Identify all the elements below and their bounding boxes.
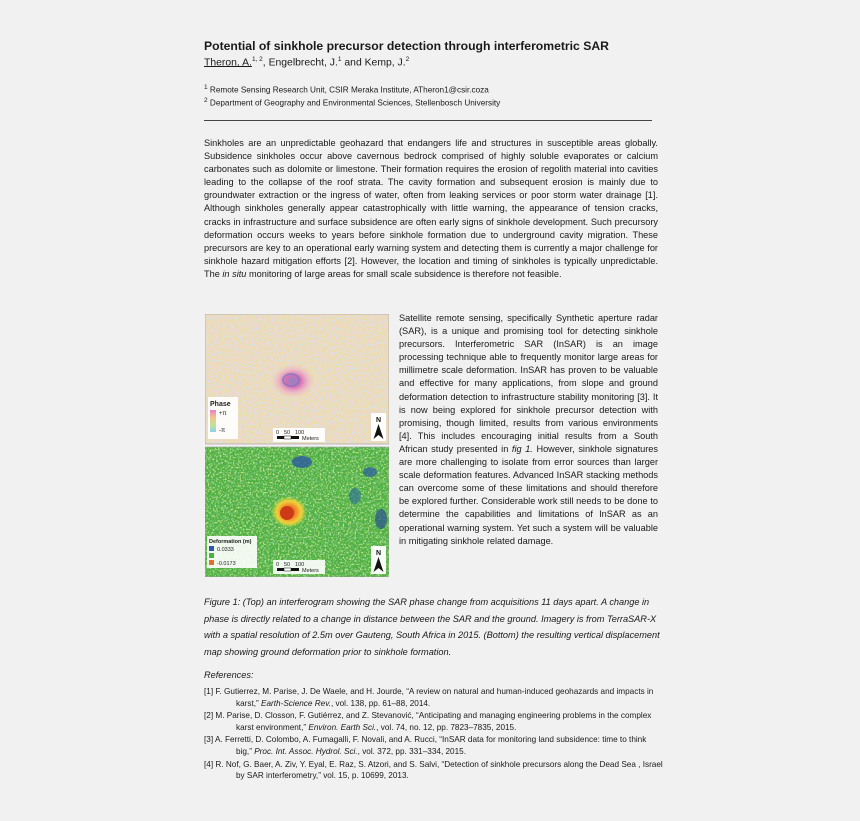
body-column-emphasis: fig 1. bbox=[511, 443, 533, 454]
north-label-bottom: N bbox=[376, 550, 382, 557]
author-list bbox=[204, 56, 409, 68]
north-label-top: N bbox=[376, 417, 382, 424]
intro-paragraph bbox=[204, 137, 658, 281]
interferogram-panel bbox=[205, 314, 389, 444]
author-second-sup: 1 bbox=[337, 56, 342, 63]
reference-item bbox=[204, 710, 664, 733]
reference-text: F. Gutierrez, M. Parise, J. De Waele, and H. Jourde, “A review on natural and human-induced geohazards and impacts in karst,” bbox=[215, 687, 654, 708]
intro-emphasis: in situ bbox=[222, 268, 247, 279]
intro-tail: monitoring of large areas for small scale subsidence is therefore not feasible. bbox=[246, 268, 562, 279]
author-third-sup: 2 bbox=[405, 56, 410, 63]
reference-item bbox=[204, 759, 664, 782]
affiliation-1-sup: 1 bbox=[204, 84, 208, 91]
affiliation-2-sup: 2 bbox=[204, 97, 208, 104]
reference-details: , vol. 138, pp. 61–88, 2014. bbox=[330, 698, 431, 708]
reference-text: R. Nof, G. Baer, A. Ziv, Y. Eyal, E. Raz, S. Atzori, and S. Salvi, “Detection of sinkhole precursors along the Dead Sea , Israel by SAR interferometry,” vol. 15, p. 10699, 2013. bbox=[215, 759, 663, 781]
reference-number: [2] bbox=[204, 711, 214, 721]
header-rule bbox=[204, 120, 652, 121]
reference-journal: Proc. Int. Assoc. Hydrol. Sci. bbox=[254, 746, 358, 756]
reference-item bbox=[204, 734, 664, 757]
reference-details: , vol. 74, no. 12, pp. 7823–7835, 2015. bbox=[376, 722, 517, 732]
reference-journal: Earth-Science Rev. bbox=[261, 698, 331, 708]
scale-unit-bottom: Meters bbox=[302, 568, 319, 574]
reference-text: M. Parise, D. Closson, F. Gutiérrez, and Z. Stevanović, “Anticipating and managing engineering problems in the complex karst environment,” bbox=[215, 711, 652, 732]
phase-legend-max: +π bbox=[219, 411, 227, 417]
affiliation-1 bbox=[204, 84, 489, 95]
author-first-sup: 1, 2 bbox=[251, 56, 263, 63]
references-heading: References: bbox=[204, 670, 254, 680]
reference-journal: Environ. Earth Sci. bbox=[308, 722, 377, 732]
reference-text: A. Ferretti, D. Colombo, A. Fumagalli, F. Novali, and A. Rucci, “InSAR data for monitoring land subsidence: time to think big,” bbox=[214, 735, 647, 756]
author-second: , Engelbrecht, J. bbox=[262, 57, 338, 69]
deformation-legend-max: 0.0333 bbox=[217, 547, 234, 553]
scale-tick-50-top: 50 bbox=[284, 430, 291, 436]
phase-legend-ramp bbox=[210, 410, 216, 432]
figure-caption: Figure 1: (Top) an interferogram showing the SAR phase change from acquisitions 11 days apart. A change in phase is directly related to a change in distance between the SAR and the ground. Imagery is from TerraSAR-X with a spatial resolution of 2.5m over Gauteng, South Africa in 2015. (Bottom) the resulting vertical displacement map showing ground deformation prior to sinkhole formation. bbox=[204, 597, 660, 657]
reference-number: [1] bbox=[204, 687, 214, 696]
reference-details: , vol. 372, pp. 331–334, 2015. bbox=[357, 746, 466, 756]
deformation-legend-low-swatch bbox=[209, 560, 214, 565]
body-column-tail: However, sinkhole signatures are more challenging to isolate from error sources than larger scale deformation features. Advanced InSAR stacking methods can overcome some of these limitations and should therefore be explored further. Considerable work still needs to be done to determine the capabilities and limitations of InSAR as an operational warning system. Yet such a system will be valuable in mitigating sinkhole related damage. bbox=[399, 443, 658, 546]
affiliation-2-text: Department of Geography and Environmental Sciences, Stellenbosch University bbox=[209, 98, 501, 108]
author-first: Theron, A. bbox=[204, 57, 252, 69]
scale-tick-0-bottom: 0 bbox=[276, 562, 280, 568]
scale-tick-0-top: 0 bbox=[276, 430, 280, 436]
reference-number: [4] bbox=[204, 759, 214, 769]
scale-tick-100-top: 100 bbox=[295, 430, 305, 436]
body-column-text: Satellite remote sensing, specifically Synthetic aperture radar (SAR), is a unique and promising tool for detecting sinkhole precursors. Interferometric SAR (InSAR) is an image processing technique able to frequently monitor large areas for millimetre scale deformation. InSAR has proven to be valuable and effective for many applications, from slope and ground deformation detection to infrastructure stability monitoring [3]. It is now being explored for sinkhole precursor detection with promising, though limited, results from various environments [4]. This includes encouraging initial results from a South African study presented in bbox=[399, 313, 658, 454]
deformation-legend-title: Deformation (m) bbox=[209, 539, 252, 545]
affiliation-1-text: Remote Sensing Research Unit, CSIR Meraka Institute, ATheron1@csir.coza bbox=[209, 85, 489, 95]
deformation-panel bbox=[205, 447, 389, 577]
paper-title: Potential of sinkhole precursor detection through interferometric SAR bbox=[204, 39, 609, 53]
figure-1 bbox=[205, 314, 389, 577]
deformation-legend-min: -0.0173 bbox=[217, 561, 236, 567]
reference-list bbox=[204, 686, 664, 783]
affiliation-2 bbox=[204, 97, 500, 108]
deformation-legend-high-swatch bbox=[209, 546, 214, 551]
phase-legend-title: Phase bbox=[210, 401, 231, 408]
reference-number: [3] bbox=[204, 735, 214, 745]
reference-item bbox=[204, 686, 664, 709]
body-column bbox=[399, 312, 658, 548]
phase-legend-min: -π bbox=[219, 428, 226, 434]
scale-tick-100-bottom: 100 bbox=[295, 562, 305, 568]
scale-tick-50-bottom: 50 bbox=[284, 562, 291, 568]
scale-unit-top: Meters bbox=[302, 436, 319, 442]
author-third: and Kemp, J. bbox=[341, 57, 406, 69]
intro-text: Sinkholes are an unpredictable geohazard that endangers life and structures in susceptible areas globally. Subsidence sinkholes occur above cavernous bedrock comprised of highly soluble evaporates or calcium carbonates such as dolomite or limestone. Their formation requires the erosion of regolith material into cavities leading to the collapse of the roof strata. The cavity formation and subsequent erosion is mainly due to groundwater extraction or the ingress of water, often from leaking services or poor storm water drainage [1]. Although sinkholes generally appear catastrophically with little warning, the appearance of tension cracks, cracks in infrastructure and surface subsidence are often early signs of sinkhole development. Such precursory deformation occurs weeks to years before sinkhole formation due to underground cavity migration. These precursors are key to an operational early warning system and detecting them is currently a major challenge for sinkhole hazard mitigation efforts [2]. However, the location and timing of sinkholes is typically unpredictable. The bbox=[204, 138, 658, 279]
